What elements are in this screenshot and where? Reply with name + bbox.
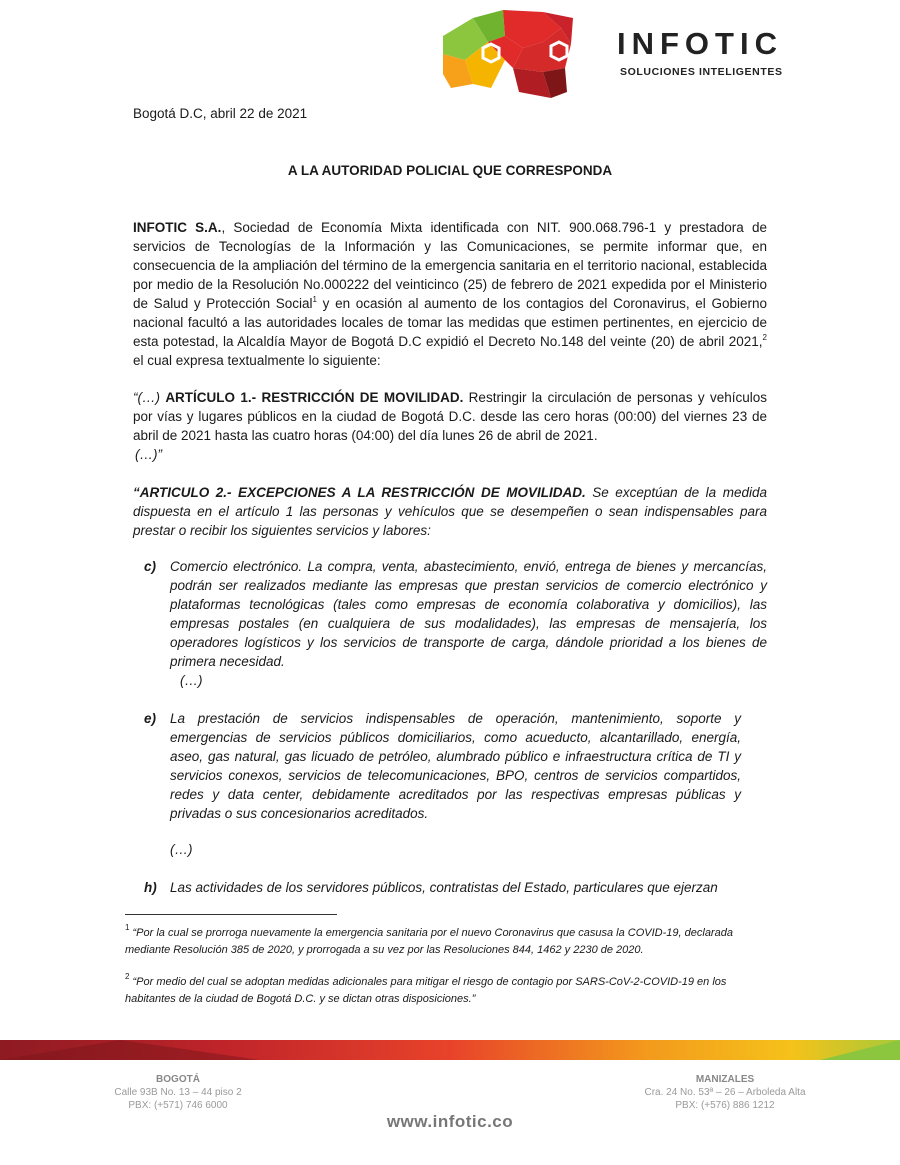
- article-2-body: Se exceptúan de la medida dispuesta en el artículo 1 las personas y vehículos que se desempeñen o sean indispensables para prestar o recibir los siguientes servicios y labores:: [133, 485, 767, 538]
- footnote-2-number: 2: [125, 972, 130, 981]
- article-2-heading: “ARTICULO 2.- EXCEPCIONES A LA RESTRICCIÓN DE MOVILIDAD.: [133, 485, 586, 500]
- company-name: INFOTIC S.A.: [133, 220, 222, 235]
- office-manizales-phone: PBX: (+576) 886 1212: [675, 1100, 775, 1111]
- intro-text-1: , Sociedad de Economía Mixta identificada con NIT. 900.068.796-1 y prestadora de servicios de Tecnologías de la Información y las Comunicaciones, se permite informar que, en consecuencia de la ampliación del término de la emergencia sanitaria en el territorio nacional, establecida por medio de la Resolución No.000222 del veinticinco (25) de febrero de 2021 expedida por el Ministerio de Salud y Protección Social: [133, 220, 767, 311]
- footnote-1-text: “Por la cual se prorroga nuevamente la emergencia sanitaria por el nuevo Coronavirus que casusa la COVID-19, declarada mediante Resolución 385 de 2020, y prorrogada a su vez por las Resoluciones 844, 1462 y 2230 de 2020.: [125, 927, 733, 956]
- article-1-body: Restringir la circulación de personas y vehículos por vías y lugares públicos en la ciudad de Bogotá D.C. desde las cero horas (00:00) del viernes 23 de abril de 2021 hasta las cuatro horas (04:00) del día lunes 26 de abril de 2021.: [133, 390, 767, 443]
- article-2-quote: [133, 483, 767, 540]
- item-c-text: Comercio electrónico. La compra, venta, abastecimiento, envió, entrega de bienes y mercancías, podrán ser realizados mediante las empresas que prestan servicios de comercio electrónico y plataformas tecnológicas (tales como empresas de economía colaborativa y domicilios), las empresas postales (en cualquiera de sus modalidades), las empresas de mensajería, los operadores logísticos y los servicios de transporte de carga, dándole prioridad a los bienes de primera necesidad.: [170, 559, 767, 669]
- item-c-ellipsis: (…): [180, 673, 203, 688]
- footnote-1: [125, 925, 777, 959]
- office-manizales-address: Cra. 24 No. 53ª – 26 – Arboleda Alta: [644, 1087, 806, 1098]
- item-c-letter: c): [144, 559, 157, 574]
- brand-tagline: SOLUCIONES INTELIGENTES: [620, 66, 783, 78]
- infotic-logo-icon: [443, 8, 603, 100]
- office-manizales: [632, 1073, 818, 1112]
- article-1-open-quote: “(…): [133, 390, 166, 405]
- item-h-letter: h): [144, 880, 157, 895]
- intro-text-3: el cual expresa textualmente lo siguiente:: [133, 353, 381, 368]
- item-h-text: Las actividades de los servidores públicos, contratistas del Estado, particulares que ejerzan: [170, 880, 718, 895]
- item-e-text: La prestación de servicios indispensables de operación, mantenimiento, soporte y emergencias de servicios públicos domiciliarios, como acueducto, alcantarillado, energía, aseo, gas natural, gas licuado de petróleo, alumbrado público e infraestructura crítica de TI y servicios conexos, servicios de telecomunicaciones, BPO, centros de servicios compartidos, redes y data center, debidamente acreditados por las respectivas empresas públicas y privadas o sus concesionarios acreditados.: [170, 711, 741, 821]
- footnote-2-text: “Por medio del cual se adoptan medidas adicionales para mitigar el riesgo de contagio por SARS-CoV-2-COVID-19 en los habitantes de la ciudad de Bogotá D.C. y se dictan otras disposiciones.”: [125, 976, 727, 1005]
- article-1-heading: ARTÍCULO 1.- RESTRICCIÓN DE MOVILIDAD.: [165, 390, 464, 405]
- brand-name: INFOTIC: [617, 26, 783, 61]
- office-bogota: [98, 1073, 258, 1112]
- office-bogota-address: Calle 93B No. 13 – 44 piso 2: [114, 1087, 242, 1098]
- intro-paragraph: [133, 218, 767, 370]
- footnote-divider: [125, 914, 337, 915]
- item-e-ellipsis: (…): [170, 842, 193, 857]
- website-link[interactable]: www.infotic.co: [386, 1112, 514, 1131]
- letter-addressee: A LA AUTORIDAD POLICIAL QUE CORRESPONDA: [287, 163, 613, 178]
- office-bogota-city: BOGOTÁ: [156, 1074, 200, 1085]
- office-bogota-phone: PBX: (+571) 746 6000: [128, 1100, 228, 1111]
- article-1-quote: [133, 388, 767, 445]
- footer-color-stripe: [0, 1040, 900, 1060]
- item-e-letter: e): [144, 711, 157, 726]
- intro-text-2: y en ocasión al aumento de los contagios del Coronavirus, el Gobierno nacional facultó a las autoridades locales de tomar las medidas que estimen pertinentes, en ejercicio de esta potestad, la Alcaldía Mayor de Bogotá D.C expidió el Decreto No.148 del veinte (20) de abril 2021,: [133, 296, 767, 349]
- footnote-2: [125, 974, 777, 1008]
- footnote-1-number: 1: [125, 923, 130, 932]
- letter-date: Bogotá D.C, abril 22 de 2021: [133, 106, 308, 121]
- article-1-close: (…)”: [135, 447, 162, 462]
- footnote-ref-1: 1: [312, 295, 317, 304]
- footnote-ref-2: 2: [762, 333, 767, 342]
- office-manizales-city: MANIZALES: [695, 1074, 755, 1085]
